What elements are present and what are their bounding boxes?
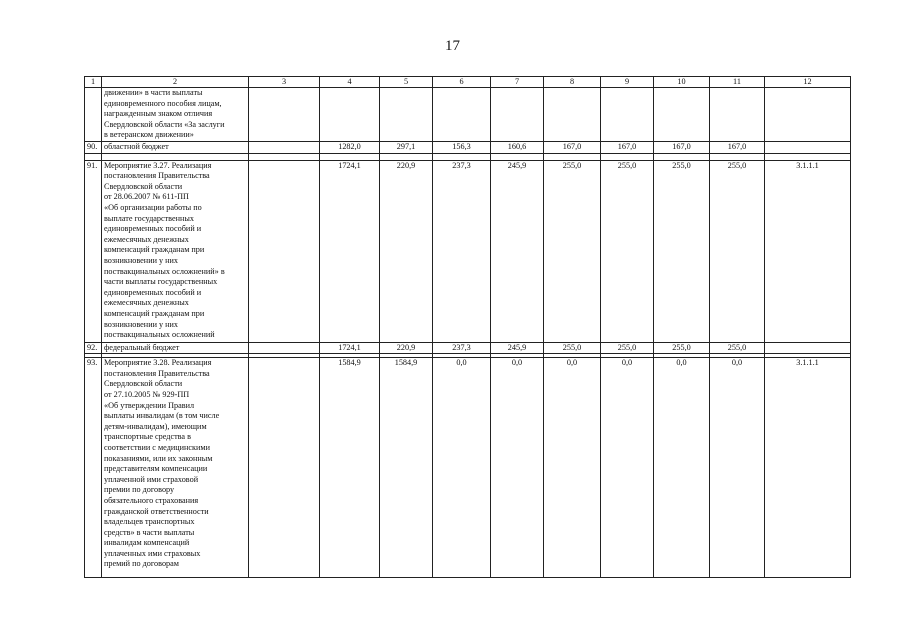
value-cell: 255,0 [601,160,654,342]
value-cell [380,88,433,142]
row-code [765,342,851,354]
header-cell: 4 [320,77,380,88]
value-cell: 0,0 [654,358,710,578]
value-cell: 167,0 [544,142,601,154]
row-description: областной бюджет [102,142,249,154]
value-cell: 0,0 [544,358,601,578]
value-cell [491,88,544,142]
value-cell [654,88,710,142]
table-row [85,160,851,342]
value-cell: 156,3 [433,142,491,154]
header-cell: 2 [102,77,249,88]
row-index [85,88,102,142]
value-cell: 297,1 [380,142,433,154]
table-row [85,142,851,154]
value-cell [320,88,380,142]
value-cell: 255,0 [544,160,601,342]
value-cell: 255,0 [710,160,765,342]
value-cell: 0,0 [433,358,491,578]
value-cell [710,88,765,142]
row-col3 [249,142,320,154]
value-cell: 245,9 [491,342,544,354]
header-cell: 1 [85,77,102,88]
row-col3 [249,358,320,578]
row-index: 93. [85,358,102,578]
value-cell: 1724,1 [320,342,380,354]
value-cell: 255,0 [654,342,710,354]
value-cell: 255,0 [601,342,654,354]
value-cell: 0,0 [491,358,544,578]
value-cell: 220,9 [380,342,433,354]
value-cell: 245,9 [491,160,544,342]
row-index: 91. [85,160,102,342]
value-cell: 1724,1 [320,160,380,342]
value-cell: 255,0 [710,342,765,354]
budget-table [84,76,851,578]
page-number: 17 [445,38,460,54]
header-cell: 9 [601,77,654,88]
row-col3 [249,88,320,142]
header-cell: 6 [433,77,491,88]
value-cell: 167,0 [601,142,654,154]
row-description: федеральный бюджет [102,342,249,354]
value-cell: 237,3 [433,160,491,342]
value-cell: 160,6 [491,142,544,154]
row-col3 [249,342,320,354]
row-description: Мероприятие 3.27. Реализация постановления Правительства Свердловской области от 28.06.2007 № 611-ПП «Об организации работы по выплате государственных единовременных пособий и ежемесячных денежных компенсаций гражданам при возникновении у них поствакцинальных осложнений» в части выплаты государственных единовременных пособий и ежемесячных денежных компенсаций гражданам при возникновении у них поствакцинальных осложнений [102,160,249,342]
table-row [85,342,851,354]
row-code: 3.1.1.1 [765,358,851,578]
value-cell [433,88,491,142]
header-cell: 5 [380,77,433,88]
value-cell: 167,0 [654,142,710,154]
value-cell: 1584,9 [320,358,380,578]
row-spacer [85,153,851,160]
value-cell: 167,0 [710,142,765,154]
header-cell: 10 [654,77,710,88]
header-cell: 8 [544,77,601,88]
row-code [765,88,851,142]
table-row [85,88,851,142]
value-cell: 0,0 [710,358,765,578]
value-cell: 255,0 [544,342,601,354]
header-cell: 12 [765,77,851,88]
value-cell: 237,3 [433,342,491,354]
row-description: движении» в части выплаты единовременного пособия лицам, награжденным знаком отличия Свердловской области «За заслуги в ветеранском движении» [102,88,249,142]
table-row [85,358,851,578]
row-col3 [249,160,320,342]
value-cell: 220,9 [380,160,433,342]
value-cell [601,88,654,142]
row-index: 92. [85,342,102,354]
header-row [85,77,851,88]
row-description: Мероприятие 3.28. Реализация постановления Правительства Свердловской области от 27.10.2005 № 929-ПП «Об утверждении Правил выплаты инвалидам (в том числе детям-инвалидам), имеющим транспортные средства в соответствии с медицинскими показаниями, или их законным представителям компенсации уплаченной ими страховой премии по договору обязательного страхования гражданской ответственности владельцев транспортных средств» в части выплаты инвалидам компенсаций уплаченных ими страховых премий по договорам [102,358,249,578]
value-cell: 1584,9 [380,358,433,578]
row-index: 90. [85,142,102,154]
value-cell: 1282,0 [320,142,380,154]
header-cell: 7 [491,77,544,88]
header-cell: 3 [249,77,320,88]
value-cell: 0,0 [601,358,654,578]
row-code: 3.1.1.1 [765,160,851,342]
row-code [765,142,851,154]
value-cell: 255,0 [654,160,710,342]
header-cell: 11 [710,77,765,88]
value-cell [544,88,601,142]
